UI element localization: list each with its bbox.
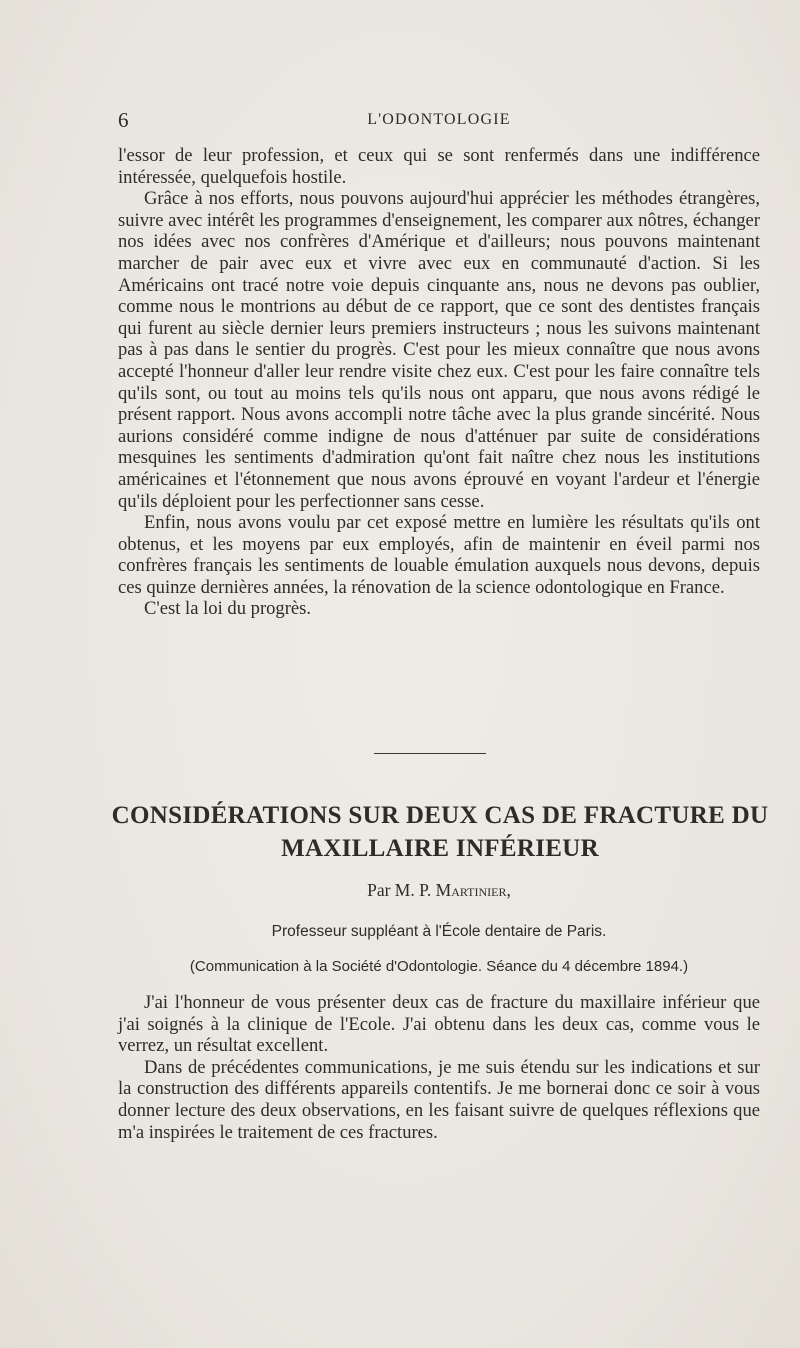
report-conclusion-text — [118, 145, 760, 620]
running-head — [118, 108, 760, 134]
author-affiliation: Professeur suppléant à l'École dentaire de Paris. — [271, 923, 607, 940]
page-number: 6 — [118, 108, 129, 132]
byline-prefix: Par M. P. — [367, 880, 432, 900]
paragraph: Enfin, nous avons voulu par cet exposé mettre en lumière les résultats qu'ils ont obtenus, et les moyens par eux employés, afin de maintenir en éveil parmi nos confrères français les sentiments de louable émulation auxquels nous devons, depuis ces quinze dernières années, la rénovation de la science odontologique en France. — [118, 512, 760, 598]
journal-title: L'ODONTOLOGIE — [367, 111, 511, 128]
author-name: Martinier, — [435, 880, 511, 900]
article-title-line: MAXILLAIRE INFÉRIEUR — [281, 835, 599, 862]
article-body-text — [118, 992, 760, 1143]
article-title — [100, 799, 780, 865]
paragraph: Dans de précédentes communications, je me suis étendu sur les indications et sur la construction des différents appareils contentifs. Je me bornerai donc ce soir à vous donner lecture des deux observations, en les faisant suivre de quelques réflexions que m'a inspirées le traitement de ces fractures. — [118, 1056, 760, 1143]
article-title-line: CONSIDÉRATIONS SUR DEUX CAS DE FRACTURE DU — [111, 802, 769, 829]
section-divider — [374, 753, 486, 754]
paragraph-closing: C'est la loi du progrès. — [144, 598, 312, 620]
paragraph-continued: l'essor de leur profession, et ceux qui se sont renfermés dans une indifférence intéressée, quelquefois hostile. — [118, 145, 760, 188]
communication-note: (Communication à la Société d'Odontologie. Séance du 4 décembre 1894.) — [189, 958, 689, 975]
paragraph: J'ai l'honneur de vous présenter deux cas de fracture du maxillaire inférieur que j'ai soignés à la clinique de l'Ecole. J'ai obtenu dans les deux cas, comme vous le verrez, un résultat excellent. — [118, 992, 760, 1057]
paragraph: Grâce à nos efforts, nous pouvons aujourd'hui apprécier les méthodes étrangères, suivre avec intérêt les programmes d'enseignement, les comparer aux nôtres, échanger nos idées avec nos confrères d'Amérique et d'ailleurs; nous pouvons maintenant marcher de pair avec eux et vivre avec eux en communauté d'action. Si les Américains ont tracé notre voie depuis cinquante ans, nous ne devons pas oublier, comme nous le montrions au début de ce rapport, que ce sont des dentistes français qui furent au siècle dernier leurs premiers instructeurs ; nous les suivons maintenant pas à pas dans le sentier du progrès. C'est pour les mieux connaître que nous avons accepté l'honneur d'aller leur rendre visite chez eux. C'est pour les faire connaître tels qu'ils sont, ou tout au moins tels qu'ils nous ont apparu, que nous avons rédigé le présent rapport. Nous avons accompli notre tâche avec la plus grande sincérité. Nous aurions considéré comme indigne de nous d'atténuer par suite de considérations mesquines les sentiments d'admiration qu'ont fait naître chez nous les institutions américaines et l'étonnement que nous avons éprouvé en voyant l'ardeur et l'énergie qu'ils déploient pour les perfectionner sans cesse. — [118, 188, 760, 512]
byline — [118, 880, 760, 901]
